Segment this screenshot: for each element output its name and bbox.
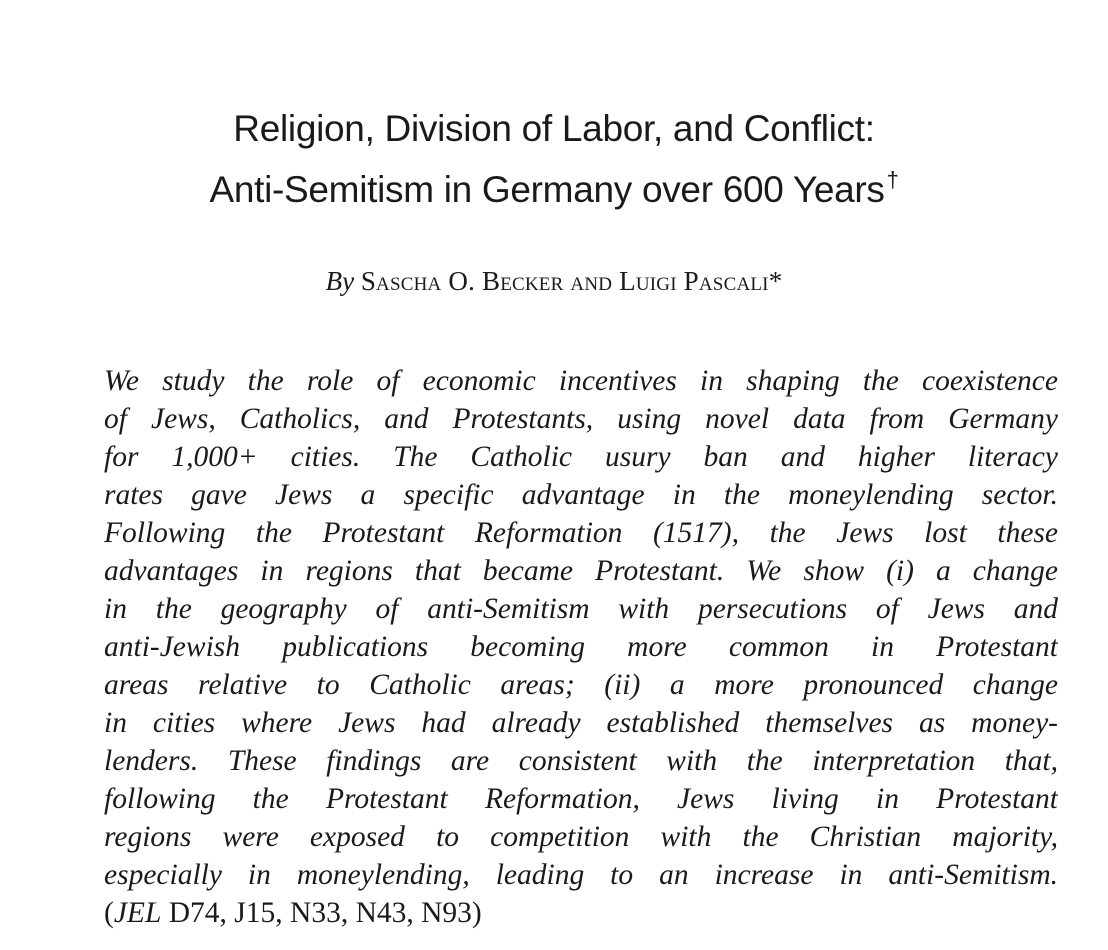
byline-authors: Sascha O. Becker and Luigi Pascali* [360, 266, 783, 296]
abstract-line: Following the Protestant Reformation (1517), the Jews lost these [104, 517, 1058, 549]
title-footnote-mark: † [886, 167, 899, 192]
abstract-line: lenders. These findings are consistent with the interpretation that, [104, 745, 1058, 777]
jel-open-paren: ( [104, 897, 114, 929]
jel-label: JEL [113, 897, 162, 929]
title-text-1: Religion, Division of Labor, and Conflict: [233, 108, 875, 149]
abstract-line: anti-Jewish publications becoming more common in Protestant [104, 631, 1058, 663]
abstract-line: rates gave Jews a specific advantage in the moneylending sector. [104, 479, 1058, 511]
abstract-line: in cities where Jews had already established themselves as money- [104, 707, 1058, 739]
abstract-line: in the geography of anti-Semitism with persecutions of Jews and [104, 593, 1058, 625]
abstract-line: especially in moneylending, leading to an increase in anti-Semitism. [104, 859, 1058, 891]
abstract-line: for 1,000+ cities. The Catholic usury ban and higher literacy [104, 441, 1058, 473]
abstract-line: areas relative to Catholic areas; (ii) a more pronounced change [104, 669, 1058, 701]
byline-by: By [325, 266, 355, 296]
jel-codes-line [104, 894, 1058, 932]
abstract-line: We study the role of economic incentives in shaping the coexistence [104, 365, 1058, 397]
abstract-line: regions were exposed to competition with the Christian majority, [104, 821, 1058, 853]
paper-title-line-2 [0, 167, 1108, 211]
title-text-2: Anti-Semitism in Germany over 600 Years [209, 169, 885, 210]
abstract-line: of Jews, Catholics, and Protestants, using novel data from Germany [104, 403, 1058, 435]
abstract [104, 362, 1058, 932]
paper-title-line-1 [0, 108, 1108, 150]
abstract-line: following the Protestant Reformation, Jews living in Protestant [104, 783, 1058, 815]
jel-codes: D74, J15, N33, N43, N93) [161, 897, 482, 929]
abstract-line: advantages in regions that became Protestant. We show (i) a change [104, 555, 1058, 587]
author-byline [0, 266, 1108, 297]
